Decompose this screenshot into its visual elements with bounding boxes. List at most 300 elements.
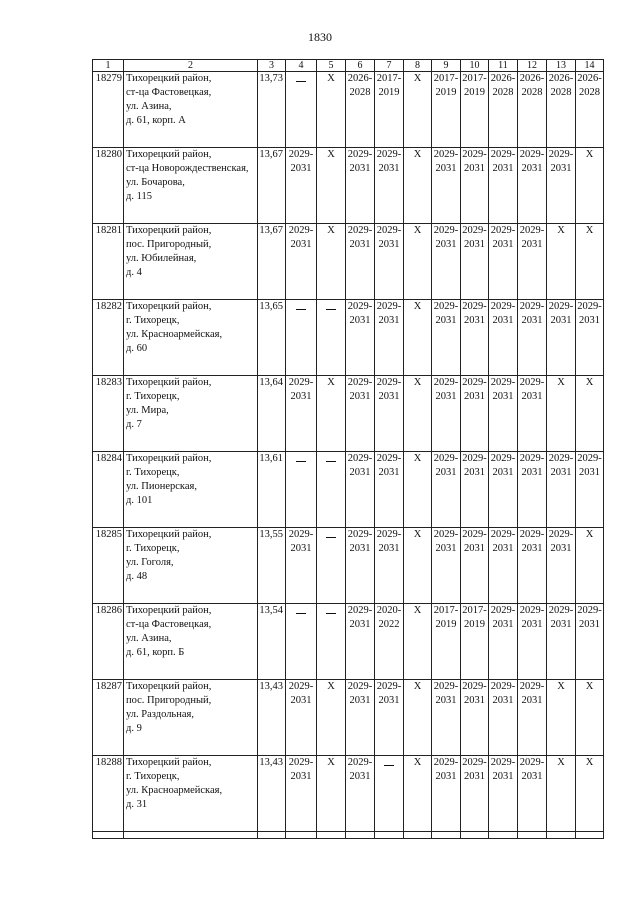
not-applicable-cell: X [576,680,604,756]
year-range-cell [346,756,375,832]
year-part: 2031 [378,467,400,478]
year-part: 2019 [464,619,485,630]
year-part: 2031 [349,543,371,554]
not-applicable-cell: X [317,756,346,832]
year-range-cell [518,148,547,224]
year-range-cell [346,72,375,148]
dash-mark [296,613,306,614]
year-range-cell [286,756,317,832]
dash-mark [296,309,306,310]
address-cell [124,224,258,300]
year-part: 2029- [519,225,545,236]
address-line: Тихорецкий район, [126,73,212,84]
year-part: 2031 [521,391,543,402]
empty-cell [286,832,317,839]
year-part: 2031 [378,315,400,326]
year-range-cell [576,604,604,680]
year-part: 2029- [347,681,373,692]
year-range-cell [461,148,489,224]
not-applicable-cell: X [317,680,346,756]
year-part: 2029- [490,301,516,312]
year-part: 2029- [347,529,373,540]
address-line: Тихорецкий район, [126,301,212,312]
year-part: 2031 [349,619,371,630]
year-range-cell [432,452,461,528]
year-range-cell [518,452,547,528]
year-part: 2031 [435,467,457,478]
year-range-cell [432,680,461,756]
year-range-cell [547,452,576,528]
year-part: 2031 [464,239,485,250]
year-part: 2031 [349,771,371,782]
column-number: 1 [93,60,124,72]
year-part: 2031 [464,771,485,782]
dash-mark [296,461,306,462]
address-line: д. 101 [126,495,153,506]
year-range-cell [518,756,547,832]
year-part: 2029- [519,681,545,692]
address-line: д. 60 [126,343,148,354]
year-range-cell [375,224,404,300]
year-part: 2031 [464,163,485,174]
address-cell [124,300,258,376]
year-part: 2026- [519,73,545,84]
table-row [93,756,604,832]
year-part: 2026- [577,73,602,84]
not-applicable-cell: X [404,300,432,376]
year-range-cell [375,300,404,376]
year-part: 2026- [490,73,516,84]
none-cell [317,528,346,604]
year-range-cell [518,680,547,756]
year-range-cell [489,376,518,452]
year-part: 2031 [435,239,457,250]
year-range-cell [489,224,518,300]
none-cell [286,604,317,680]
column-number: 10 [461,60,489,72]
column-number: 2 [124,60,258,72]
year-range-cell [432,224,461,300]
year-part: 2029- [548,605,574,616]
year-part: 2029- [347,225,373,236]
not-applicable-cell: X [317,72,346,148]
year-range-cell [286,376,317,452]
dash-mark [326,613,336,614]
year-part: 2017- [433,605,459,616]
year-part: 2029- [376,377,402,388]
year-range-cell [375,604,404,680]
dash-mark [326,309,336,310]
year-part: 2017- [462,605,487,616]
year-part: 2031 [521,771,543,782]
address-cell [124,376,258,452]
year-part: 2029- [347,605,373,616]
year-part: 2019 [464,87,485,98]
year-range-cell [432,148,461,224]
address-line: ул. Бочарова, [126,177,185,188]
column-number-row [93,60,604,72]
year-part: 2031 [349,163,371,174]
address-line: д. 115 [126,191,152,202]
year-part: 2031 [464,315,485,326]
empty-cell [518,832,547,839]
year-part: 2031 [349,391,371,402]
year-part: 2031 [492,619,514,630]
year-range-cell [461,528,489,604]
year-range-cell [375,452,404,528]
address-line: Тихорецкий район, [126,453,212,464]
year-part: 2029- [347,377,373,388]
value-cell: 13,54 [258,604,286,680]
year-range-cell [375,72,404,148]
year-part: 2031 [521,315,543,326]
year-part: 2029- [376,225,402,236]
not-applicable-cell: X [404,148,432,224]
year-part: 2029- [490,149,516,160]
record-number: 18287 [93,680,124,756]
year-part: 2031 [550,619,572,630]
table-body [93,60,604,839]
not-applicable-cell: X [317,224,346,300]
page-number: 1830 [308,30,332,44]
not-applicable-cell: X [404,756,432,832]
record-number: 18280 [93,148,124,224]
not-applicable-cell: X [404,528,432,604]
none-cell [317,300,346,376]
year-part: 2029- [288,529,314,540]
record-number: 18282 [93,300,124,376]
year-range-cell [346,224,375,300]
year-range-cell [518,376,547,452]
address-line: г. Тихорецк, [126,543,180,554]
year-range-cell [576,452,604,528]
column-number: 5 [317,60,346,72]
year-part: 2029- [548,149,574,160]
year-range-cell [518,528,547,604]
year-part: 2031 [290,771,312,782]
year-part: 2029- [577,301,602,312]
column-number: 13 [547,60,576,72]
year-part: 2029- [347,149,373,160]
table-row [93,452,604,528]
table-row [93,72,604,148]
year-range-cell [489,148,518,224]
address-line: д. 48 [126,571,148,582]
dash-mark [296,81,306,82]
year-part: 2031 [492,163,514,174]
empty-cell [317,832,346,839]
year-part: 2028 [521,87,543,98]
address-line: г. Тихорецк, [126,391,180,402]
year-part: 2029- [347,301,373,312]
year-part: 2031 [492,315,514,326]
address-line: Тихорецкий район, [126,225,212,236]
year-part: 2029- [288,225,314,236]
year-part: 2029- [490,757,516,768]
address-line: Тихорецкий район, [126,605,212,616]
year-part: 2031 [492,771,514,782]
address-cell [124,148,258,224]
year-range-cell [346,300,375,376]
year-range-cell [375,148,404,224]
year-part: 2031 [435,163,457,174]
year-part: 2031 [521,239,543,250]
empty-cell [547,832,576,839]
address-line: Тихорецкий район, [126,681,212,692]
year-range-cell [346,680,375,756]
address-line: ул. Раздольная, [126,709,194,720]
year-part: 2031 [290,543,312,554]
year-part: 2031 [378,695,400,706]
column-number: 8 [404,60,432,72]
address-line: ст-ца Фастовецкая, [126,87,212,98]
year-range-cell [576,72,604,148]
year-part: 2029- [548,453,574,464]
year-part: 2031 [464,695,485,706]
year-part: 2017- [433,73,459,84]
year-part: 2031 [579,619,600,630]
year-part: 2031 [464,543,485,554]
year-part: 2031 [492,543,514,554]
address-line: ул. Азина, [126,101,172,112]
year-part: 2031 [550,315,572,326]
year-range-cell [489,604,518,680]
empty-cell [93,832,124,839]
year-part: 2026- [347,73,373,84]
year-range-cell [375,528,404,604]
value-cell: 13,73 [258,72,286,148]
year-part: 2020- [376,605,402,616]
address-cell [124,756,258,832]
year-part: 2029- [433,529,459,540]
year-part: 2029- [519,757,545,768]
table-row [93,224,604,300]
year-part: 2028 [492,87,514,98]
none-cell [286,452,317,528]
year-part: 2029- [433,453,459,464]
address-line: Тихорецкий район, [126,377,212,388]
year-part: 2029- [376,681,402,692]
value-cell: 13,64 [258,376,286,452]
year-part: 2029- [376,529,402,540]
address-line: д. 31 [126,799,148,810]
year-range-cell [547,148,576,224]
year-part: 2031 [378,163,400,174]
value-cell: 13,65 [258,300,286,376]
empty-cell [432,832,461,839]
year-range-cell [432,72,461,148]
year-range-cell [432,756,461,832]
year-part: 2029- [288,757,314,768]
year-part: 2029- [462,529,487,540]
year-part: 2029- [519,377,545,388]
address-line: Тихорецкий район, [126,529,212,540]
year-range-cell [375,376,404,452]
year-part: 2029- [548,529,574,540]
year-part: 2029- [376,149,402,160]
year-part: 2031 [290,163,312,174]
year-part: 2029- [490,681,516,692]
year-range-cell [461,452,489,528]
column-number: 12 [518,60,547,72]
empty-cell [258,832,286,839]
year-range-cell [461,300,489,376]
address-cell [124,528,258,604]
not-applicable-cell: X [576,528,604,604]
address-cell [124,604,258,680]
year-part: 2031 [378,543,400,554]
none-cell [286,300,317,376]
year-part: 2031 [492,467,514,478]
year-part: 2029- [519,453,545,464]
year-part: 2029- [376,301,402,312]
not-applicable-cell: X [576,224,604,300]
column-number: 3 [258,60,286,72]
year-part: 2029- [462,225,487,236]
year-part: 2031 [550,543,572,554]
year-part: 2029- [519,149,545,160]
year-range-cell [547,604,576,680]
address-line: ст-ца Новорождественская, [126,163,249,174]
dash-mark [326,537,336,538]
year-part: 2026- [548,73,574,84]
year-part: 2029- [577,453,602,464]
address-line: г. Тихорецк, [126,771,180,782]
year-range-cell [461,376,489,452]
year-part: 2029- [347,453,373,464]
year-range-cell [461,680,489,756]
address-line: ул. Азина, [126,633,172,644]
value-cell: 13,43 [258,756,286,832]
not-applicable-cell: X [404,680,432,756]
none-cell [375,756,404,832]
year-range-cell [489,72,518,148]
dash-mark [384,765,394,766]
empty-cell [576,832,604,839]
year-range-cell [346,452,375,528]
year-part: 2029- [490,225,516,236]
year-range-cell [489,300,518,376]
year-range-cell [489,452,518,528]
year-part: 2029- [519,301,545,312]
empty-cell [461,832,489,839]
record-number: 18288 [93,756,124,832]
year-part: 2031 [579,467,600,478]
address-line: д. 9 [126,723,142,734]
year-range-cell [489,756,518,832]
year-part: 2031 [435,771,457,782]
table-row [93,604,604,680]
value-cell: 13,61 [258,452,286,528]
year-part: 2031 [521,543,543,554]
dash-mark [326,461,336,462]
year-part: 2031 [349,467,371,478]
year-part: 2029- [462,301,487,312]
year-part: 2019 [435,87,457,98]
year-part: 2029- [490,529,516,540]
year-part: 2029- [288,149,314,160]
address-line: д. 61, корп. Б [126,647,185,658]
year-range-cell [518,72,547,148]
address-line: ул. Мира, [126,405,169,416]
year-range-cell [432,604,461,680]
record-number: 18283 [93,376,124,452]
column-number: 7 [375,60,404,72]
year-range-cell [346,148,375,224]
address-line: г. Тихорецк, [126,315,180,326]
table-continuation-row [93,832,604,839]
table-row [93,680,604,756]
not-applicable-cell: X [404,376,432,452]
year-part: 2029- [577,605,602,616]
year-part: 2031 [521,619,543,630]
year-range-cell [286,224,317,300]
year-part: 2029- [490,453,516,464]
address-cell [124,452,258,528]
year-part: 2022 [378,619,400,630]
not-applicable-cell: X [317,148,346,224]
year-part: 2029- [490,377,516,388]
year-part: 2031 [521,163,543,174]
not-applicable-cell: X [404,452,432,528]
not-applicable-cell: X [547,680,576,756]
year-range-cell [461,224,489,300]
year-range-cell [432,376,461,452]
value-cell: 13,67 [258,224,286,300]
address-line: ул. Пионерская, [126,481,197,492]
year-part: 2031 [492,391,514,402]
not-applicable-cell: X [547,224,576,300]
not-applicable-cell: X [404,604,432,680]
year-part: 2029- [347,757,373,768]
none-cell [317,604,346,680]
year-range-cell [461,72,489,148]
address-line: пос. Пригородный, [126,695,212,706]
record-number: 18279 [93,72,124,148]
year-part: 2031 [378,239,400,250]
address-line: ул. Гоголя, [126,557,174,568]
year-part: 2028 [579,87,600,98]
year-part: 2031 [464,391,485,402]
year-range-cell [432,528,461,604]
year-part: 2031 [349,695,371,706]
year-part: 2029- [462,453,487,464]
year-range-cell [375,680,404,756]
year-part: 2017- [376,73,402,84]
year-part: 2031 [435,695,457,706]
table-row [93,148,604,224]
value-cell: 13,55 [258,528,286,604]
column-number: 9 [432,60,461,72]
not-applicable-cell: X [317,376,346,452]
address-line: д. 7 [126,419,142,430]
year-range-cell [286,148,317,224]
year-part: 2031 [349,315,371,326]
empty-cell [404,832,432,839]
address-line: д. 61, корп. А [126,115,186,126]
year-range-cell [547,300,576,376]
none-cell [317,452,346,528]
year-part: 2031 [579,315,600,326]
year-part: 2029- [462,377,487,388]
year-part: 2029- [519,529,545,540]
record-number: 18284 [93,452,124,528]
column-number: 4 [286,60,317,72]
year-range-cell [489,528,518,604]
year-part: 2029- [433,149,459,160]
year-part: 2029- [462,681,487,692]
year-part: 2029- [433,301,459,312]
